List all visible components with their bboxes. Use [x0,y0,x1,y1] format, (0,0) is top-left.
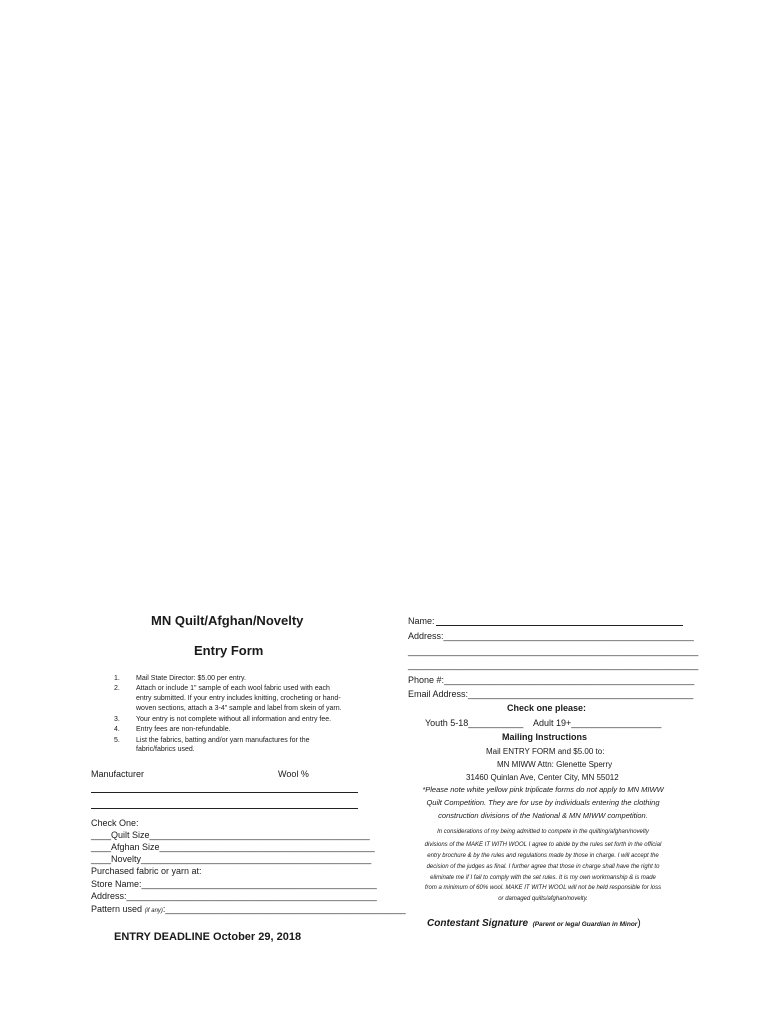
rule-3-text: Your entry is not complete without all information and entry fee. [136,716,332,723]
mail-line-3: 31460 Quinlan Ave, Center City, MN 55012 [466,773,619,782]
pattern-used-field[interactable] [91,904,406,914]
wool-percent-label: Wool % [278,769,309,779]
form-subtitle: Entry Form [194,643,264,658]
rule-4-text: Entry fees are non-refundable. [136,726,231,733]
rule-1-number: 1. [114,675,120,682]
mailing-instructions-title: Mailing Instructions [502,732,588,742]
mail-line-2: MN MIWW Attn: Glenette Sperry [497,760,613,769]
purchased-label: Purchased fabric or yarn at: [91,866,202,876]
rule-2-number: 2. [114,685,120,692]
address-line-2[interactable]: __________________________________________________________ [408,646,699,656]
pattern-line: :________________________________________________ [162,904,406,914]
novelty-field[interactable]: ____Novelty______________________________________________ [91,854,372,864]
statement-line: decision of the judges as final. I further agree that those in charge shall have the right to [426,864,660,870]
statement-line: divisions of the MAKE IT WITH WOOL I agree to abide by the rules set forth in the official [424,842,662,848]
note-line: *Please note white yellow pink triplicate forms do not apply to MN MIWW [422,785,664,794]
adult-option[interactable]: Adult 19+__________________ [533,718,662,728]
address-line-3[interactable]: __________________________________________________________ [408,660,699,670]
statement-line: or damaged quilts/afghan/novelty. [498,896,588,902]
statement-line: from a minimum of 60% wool. MAKE IT WITH WOOL will not be held responsible for loss [424,885,662,891]
pattern-note: (if any) [144,908,163,914]
rule-4-number: 4. [114,726,120,733]
store-address-field[interactable]: Address:__________________________________________________ [91,891,377,901]
manufacturer-label: Manufacturer [91,769,145,779]
pattern-used-label: Pattern used [91,904,143,914]
statement-line: In considerations of my being admitted to compete in the quilting/afghan/novelty [437,829,649,835]
quilt-size-field[interactable]: ____Quilt Size____________________________________________ [91,830,370,840]
email-field[interactable]: Email Address:_____________________________________________ [408,689,694,699]
statement-line: eliminate me if I fail to comply with the set rules. It is my own workmanship & is made [430,875,656,881]
rule-3-number: 3. [114,716,120,723]
rule-2-text: entry submitted. If your entry includes knitting, crocheting or hand- [136,695,341,702]
mail-line-1: Mail ENTRY FORM and $5.00 to: [486,747,605,756]
rule-5-text: List the fabrics, batting and/or yarn manufactures for the [136,737,310,744]
contestant-signature[interactable] [427,913,641,931]
rule-5-number: 5. [114,737,120,744]
name-field[interactable] [436,625,683,626]
name-label: Name: [408,616,435,626]
signature-note: (Parent or legal Guardian in Minor [532,921,638,928]
rule-5-text: fabric/fabrics used. [136,746,195,753]
form-title: MN Quilt/Afghan/Novelty [151,613,304,628]
check-one-label: Check One: [91,818,139,828]
rule-2-text: woven sections, attach a 3-4" sample and label from skein of yarn. [136,705,342,712]
store-name-field[interactable]: Store Name:_______________________________________________ [91,879,377,889]
manufacturer-line-2[interactable] [91,808,358,809]
note-line: Quilt Competition. They are for use by individuals entering the clothing [426,798,660,807]
statement-line: entry brochure & by the rules and regulations made by those in charge. I will accept the [427,853,659,859]
youth-option[interactable]: Youth 5-18___________ [425,718,524,728]
manufacturer-line-1[interactable] [91,792,358,793]
phone-field[interactable]: Phone #:__________________________________________________ [408,675,695,685]
rule-1-text: Mail State Director: $5.00 per entry. [136,675,246,682]
address-field[interactable]: Address:__________________________________________________ [408,631,694,641]
check-one-please: Check one please: [507,703,587,713]
entry-deadline: ENTRY DEADLINE October 29, 2018 [114,931,302,943]
afghan-size-field[interactable]: ____Afghan Size___________________________________________ [91,842,375,852]
rule-2-text: Attach or include 1" sample of each wool fabric used with each [136,685,330,692]
note-line: construction divisions of the National & MN MIWW competition. [438,811,648,820]
signature-label: Contestant Signature [427,918,529,929]
signature-close: ) [637,918,641,929]
